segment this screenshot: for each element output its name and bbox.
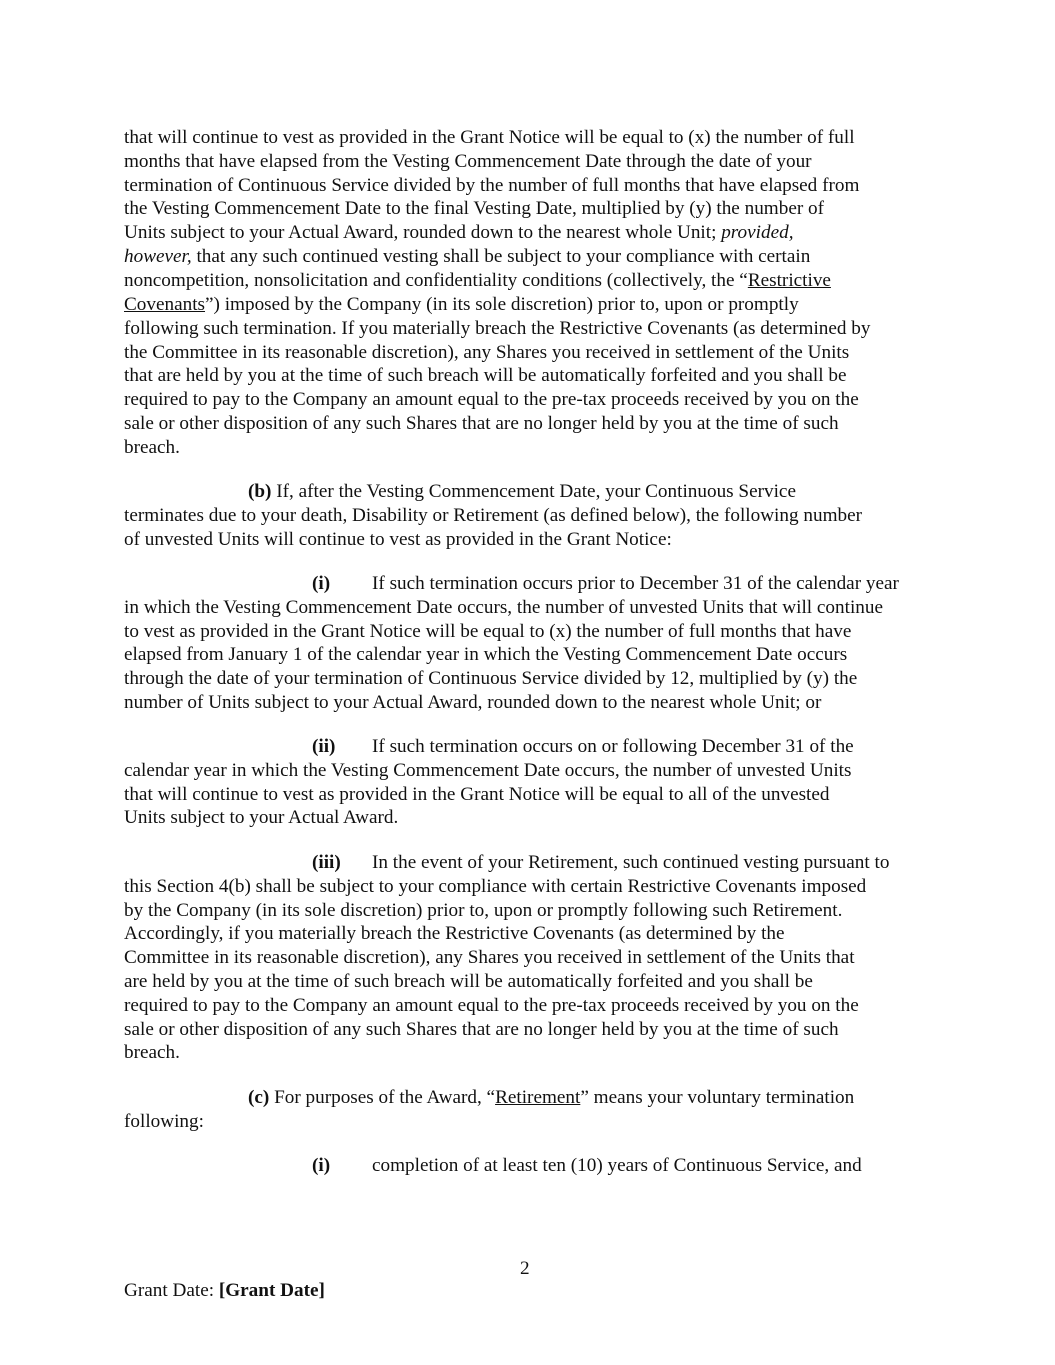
paragraph-label: (b) bbox=[248, 481, 272, 502]
text-line: Accordingly, if you materially breach the Restrictive Covenants (as determined by the bbox=[124, 923, 785, 944]
text-line: this Section 4(b) shall be subject to your compliance with certain Restrictive Covenants imposed bbox=[124, 876, 867, 897]
text-line: Units subject to your Actual Award. bbox=[124, 807, 399, 828]
text-line: months that have elapsed from the Vesting Commencement Date through the date of your bbox=[124, 151, 812, 172]
paragraph-label bbox=[312, 735, 335, 759]
text-line: following such termination. If you materially breach the Restrictive Covenants (as determined by bbox=[124, 318, 871, 339]
text-line: the Vesting Commencement Date to the final Vesting Date, multiplied by (y) the number of bbox=[124, 198, 825, 219]
text-line bbox=[124, 221, 794, 245]
text-line: In the event of your Retirement, such continued vesting pursuant to bbox=[372, 852, 890, 873]
page-number: 2 bbox=[520, 1258, 530, 1279]
text-line: following: bbox=[124, 1111, 204, 1132]
text-line: terminates due to your death, Disability or Retirement (as defined below), the following number bbox=[124, 505, 862, 526]
label-text: (i) bbox=[312, 573, 331, 594]
grant-date-value: [Grant Date] bbox=[218, 1280, 325, 1301]
text-segment: ”) imposed by the Company (in its sole discretion) prior to, upon or promptly bbox=[205, 294, 799, 315]
text-line: calendar year in which the Vesting Commencement Date occurs, the number of unvested Units bbox=[124, 760, 852, 781]
paragraph-label bbox=[312, 851, 341, 875]
text-segment: ” means your voluntary termination bbox=[580, 1087, 855, 1108]
defined-term-retirement: Retirement bbox=[495, 1087, 581, 1108]
text-line: that are held by you at the time of such breach will be automatically forfeited and you shall be bbox=[124, 365, 847, 386]
defined-term-covenants: Covenants bbox=[124, 294, 206, 315]
text-line: Committee in its reasonable discretion), any Shares you received in settlement of the Units that bbox=[124, 947, 855, 968]
text-line: sale or other disposition of any such Shares that are no longer held by you at the time of such bbox=[124, 413, 839, 434]
text-line: breach. bbox=[124, 437, 180, 458]
text-line: If such termination occurs on or following December 31 of the bbox=[372, 736, 854, 757]
label-text: (i) bbox=[312, 1155, 331, 1176]
text-segment: that any such continued vesting shall be subject to your compliance with certain bbox=[196, 246, 811, 267]
text-line: If such termination occurs prior to December 31 of the calendar year bbox=[372, 573, 899, 594]
text-line bbox=[248, 480, 796, 504]
text-line: completion of at least ten (10) years of Continuous Service, and bbox=[372, 1155, 862, 1176]
footer-grant-date bbox=[124, 1280, 325, 1302]
text-segment: noncompetition, nonsolicitation and confidentiality conditions (collectively, the “ bbox=[124, 270, 748, 291]
grant-date-label: Grant Date: bbox=[124, 1280, 219, 1301]
text-line: the Committee in its reasonable discretion), any Shares you received in settlement of the Units bbox=[124, 342, 850, 363]
label-text: (ii) bbox=[312, 736, 336, 757]
text-line bbox=[124, 293, 799, 317]
text-line: of unvested Units will continue to vest as provided in the Grant Notice: bbox=[124, 529, 672, 550]
text-line: termination of Continuous Service divided by the number of full months that have elapsed from bbox=[124, 175, 860, 196]
text-line: to vest as provided in the Grant Notice will be equal to (x) the number of full months that have bbox=[124, 621, 852, 642]
paragraph-label bbox=[312, 1154, 330, 1178]
text-line: are held by you at the time of such breach will be automatically forfeited and you shall be bbox=[124, 971, 813, 992]
text-segment: Units subject to your Actual Award, rounded down to the nearest whole Unit; bbox=[124, 222, 722, 243]
italic-however: however, bbox=[124, 246, 192, 267]
text-segment: For purposes of the Award, “ bbox=[269, 1087, 496, 1108]
italic-provided: provided, bbox=[721, 222, 794, 243]
label-text: (iii) bbox=[312, 852, 341, 873]
text-line: elapsed from January 1 of the calendar year in which the Vesting Commencement Date occurs bbox=[124, 644, 848, 665]
paragraph-label bbox=[312, 572, 330, 596]
text-line bbox=[124, 245, 810, 269]
text-line: through the date of your termination of Continuous Service divided by 12, multiplied by (y) the bbox=[124, 668, 858, 689]
text-line bbox=[124, 269, 831, 293]
text-line bbox=[248, 1086, 854, 1110]
text-line: that will continue to vest as provided in the Grant Notice will be equal to all of the unvested bbox=[124, 784, 830, 805]
text-line: that will continue to vest as provided in the Grant Notice will be equal to (x) the number of full bbox=[124, 127, 855, 148]
defined-term-restrictive: Restrictive bbox=[747, 270, 831, 291]
text-line: in which the Vesting Commencement Date occurs, the number of unvested Units that will continue bbox=[124, 597, 883, 618]
text-line: by the Company (in its sole discretion) prior to, upon or promptly following such Retirement. bbox=[124, 900, 843, 921]
text-line: number of Units subject to your Actual Award, rounded down to the nearest whole Unit; or bbox=[124, 692, 822, 713]
text-line: breach. bbox=[124, 1042, 180, 1063]
text-line: sale or other disposition of any such Shares that are no longer held by you at the time of such bbox=[124, 1019, 839, 1040]
text-segment: If, after the Vesting Commencement Date, your Continuous Service bbox=[271, 481, 796, 502]
text-line: required to pay to the Company an amount equal to the pre-tax proceeds received by you on the bbox=[124, 389, 859, 410]
text-line: required to pay to the Company an amount equal to the pre-tax proceeds received by you on the bbox=[124, 995, 859, 1016]
paragraph-label: (c) bbox=[248, 1087, 270, 1108]
